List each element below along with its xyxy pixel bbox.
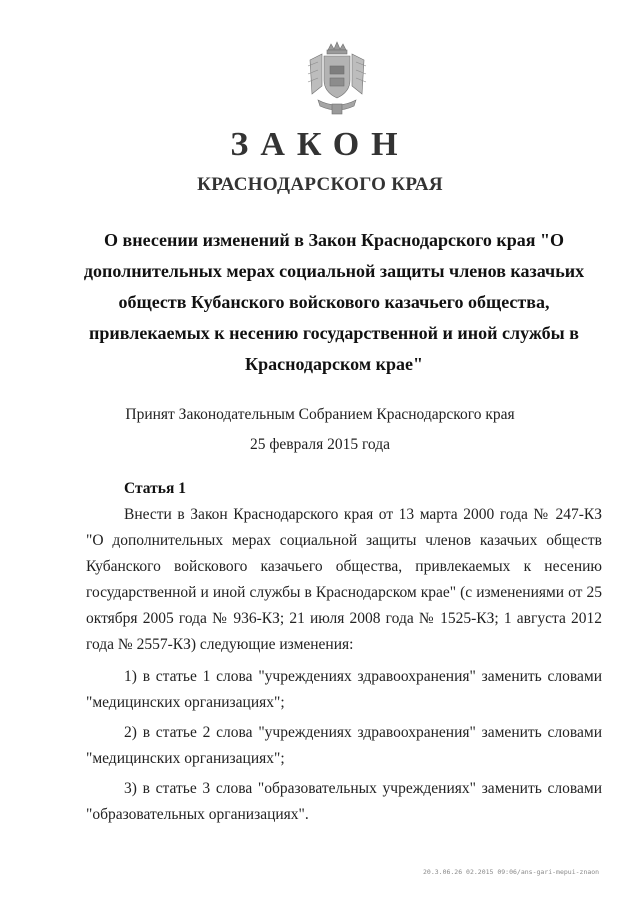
amendment-item: 3) в статье 3 слова "образовательных учреждениях" заменить словами "образовательных организациях". xyxy=(86,780,602,823)
amendment-item: 1) в статье 1 слова "учреждениях здравоохранения" заменить словами "медицинских организациях"; xyxy=(86,668,602,711)
document-heading: О внесении изменений в Закон Краснодарского края "О дополнительных мерах социальной защиты членов казачьих обществ Кубанского войскового казачьего общества, привлекаемых к несению государственной и иной службы в Краснодарском крае" xyxy=(83,230,585,374)
footer-print-stamp: 20.3.06.26 02.2015 09:06/ans-gari-mepui-znaon xyxy=(423,868,600,876)
region-subtitle: КРАСНОДАРСКОГО КРАЯ xyxy=(197,174,443,195)
adoption-authority: Принят Законодательным Собранием Краснодарского края xyxy=(125,406,515,423)
adoption-block xyxy=(0,400,640,460)
amendment-item: 2) в статье 2 слова "учреждениях здравоохранения" заменить словами "медицинских организациях"; xyxy=(86,724,602,767)
article-intro-paragraph: Внести в Закон Краснодарского края от 13 марта 2000 года № 247-КЗ "О дополнительных мерах социальной защиты членов казачьих обществ Кубанского войскового казачьего общества, привлекаемых к несению государственной и иной службы в Краснодарском крае" (с изменениями от 25 октября 2005 года № 936-КЗ; 21 июля 2008 года № 1525-КЗ; 1 августа 2012 года № 2557-КЗ) следующие изменения: xyxy=(86,506,602,653)
coat-of-arms-emblem xyxy=(304,40,370,118)
adoption-date: 25 февраля 2015 года xyxy=(249,436,391,453)
law-title: ЗАКОН xyxy=(230,126,410,163)
article-body xyxy=(86,502,602,832)
article-label: Статья 1 xyxy=(124,480,186,497)
